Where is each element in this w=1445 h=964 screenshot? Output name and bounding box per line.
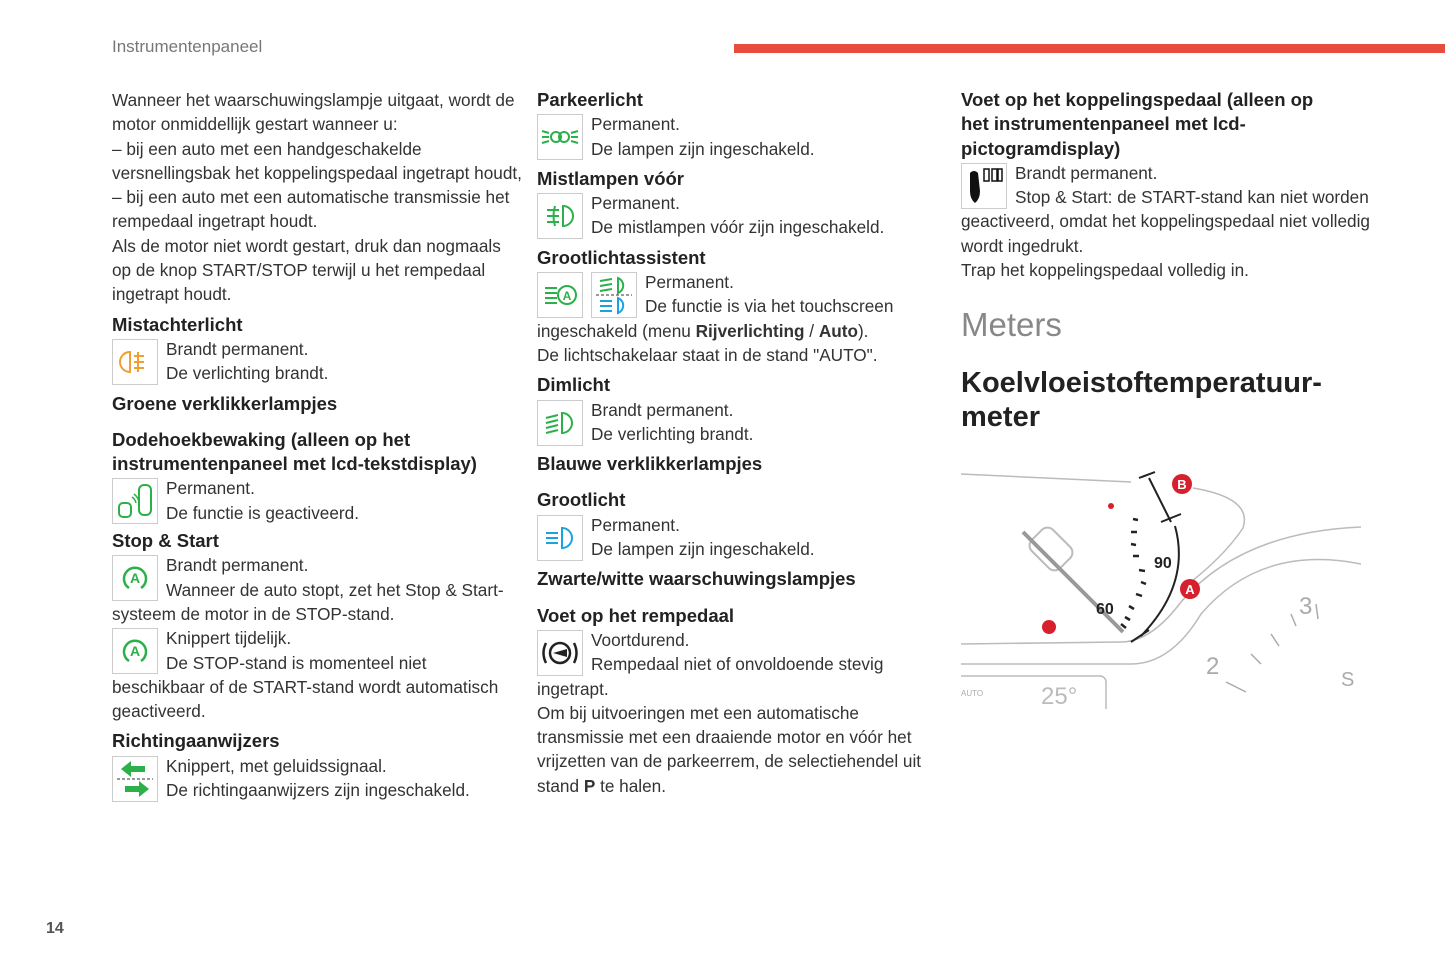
gauge-label-90: 90 bbox=[1154, 555, 1172, 573]
text: ). bbox=[857, 320, 869, 341]
high-beam-assist-icon bbox=[537, 272, 583, 318]
text: Permanent. bbox=[591, 193, 680, 214]
text bbox=[537, 701, 947, 798]
rev-label-2: 2 bbox=[1206, 653, 1220, 681]
text: Brandt permanent. bbox=[1015, 162, 1158, 183]
rear-fog-light-icon bbox=[112, 339, 158, 385]
heading-blauwe: Blauwe verklikkerlampjes bbox=[537, 453, 763, 475]
menu-name: Auto bbox=[818, 320, 858, 341]
heading-mistlampen: Mistlampen vóór bbox=[537, 167, 684, 189]
text: De verlichting brandt. bbox=[166, 363, 329, 384]
text: De lampen zijn ingeschakeld. bbox=[591, 138, 815, 159]
text: De lampen zijn ingeschakeld. bbox=[591, 539, 815, 560]
section-title-meters: Meters bbox=[961, 306, 1062, 344]
heading-parkeerlicht: Parkeerlicht bbox=[537, 89, 643, 110]
svg-text:A: A bbox=[562, 289, 572, 304]
red-dot bbox=[1042, 620, 1056, 634]
text: Permanent. bbox=[645, 272, 734, 293]
dipped-beam-icon bbox=[537, 400, 583, 446]
text: Om bij uitvoeringen met een automatische transmissie met een draaiende motor en vóór het vrijzetten van de parkeerrem, de selectiehendel uit stand bbox=[537, 702, 922, 796]
text: Stop & Start: de START-stand kan niet worden geactiveerd, omdat het koppelingspedaal niet volledig wordt ingedrukt. bbox=[961, 187, 1370, 256]
text: te halen. bbox=[595, 775, 667, 796]
coolant-temperature-gauge-illustration bbox=[961, 464, 1381, 715]
stop-start-icon bbox=[112, 628, 158, 674]
section-header: Instrumentenpaneel bbox=[112, 37, 263, 56]
blind-spot-icon bbox=[112, 478, 158, 524]
front-fog-light-icon bbox=[537, 193, 583, 239]
text: De STOP-stand is momenteel niet beschikbaar of de START-stand wordt automatisch geactiveerd. bbox=[112, 652, 499, 722]
intro-text: Als de motor niet wordt gestart, druk dan nogmaals op de knop START/STOP terwijl u het rempedaal ingetrapt houdt. bbox=[112, 235, 501, 305]
text: Brandt permanent. bbox=[166, 338, 309, 359]
text: De lichtschakelaar staat in de stand "AUTO". bbox=[537, 344, 878, 365]
heading-mistachterlicht: Mistachterlicht bbox=[112, 313, 243, 335]
page-title-koelvloeistof: Koelvloeistoftemperatuur-meter bbox=[961, 367, 1322, 434]
turn-signal-icon bbox=[112, 756, 158, 802]
text: Permanent. bbox=[166, 478, 255, 499]
heading-dimlicht: Dimlicht bbox=[537, 374, 610, 396]
text: De functie is geactiveerd. bbox=[166, 502, 359, 523]
stop-start-icon bbox=[112, 555, 158, 601]
gauge-s-label: S bbox=[1341, 669, 1355, 692]
heading-rempedaal: Voet op het rempedaal bbox=[537, 604, 735, 626]
text: Brandt permanent. bbox=[591, 399, 734, 420]
intro-text: Wanneer het waarschuwingslampje uitgaat, wordt de motor onmiddellijk gestart wanneer u: bbox=[112, 90, 515, 135]
foot-on-brake-icon bbox=[537, 630, 583, 676]
text: Rempedaal niet of onvoldoende stevig ingetrapt. bbox=[537, 654, 884, 699]
page-number: 14 bbox=[46, 920, 64, 937]
text: Knippert tijdelijk. bbox=[166, 628, 292, 649]
header-accent-bar bbox=[734, 44, 1445, 53]
rev-label-3: 3 bbox=[1299, 593, 1313, 621]
heading-koppelingspedaal: Voet op het koppelingspedaal (alleen op het instrumentenpaneel met lcd-pictogramdisplay) bbox=[961, 89, 1314, 159]
text: Permanent. bbox=[591, 114, 680, 135]
heading-zwart-wit: Zwarte/witte waarschuwingslampjes bbox=[537, 568, 856, 590]
text: Brandt permanent. bbox=[166, 555, 309, 576]
text: / bbox=[804, 320, 819, 341]
heading-dodehoek: Dodehoekbewaking (alleen op het instrumentenpaneel met lcd-tekstdisplay) bbox=[112, 428, 477, 475]
gauge-ticks bbox=[1121, 519, 1146, 628]
column-2 bbox=[537, 88, 947, 798]
text: Voortdurend. bbox=[591, 629, 690, 650]
column-3 bbox=[961, 88, 1381, 716]
gear-position: P bbox=[583, 775, 596, 796]
text: De verlichting brandt. bbox=[591, 423, 754, 444]
text: De functie is via het touchscreen ingeschakeld (menu bbox=[537, 296, 894, 341]
svg-text:A: A bbox=[129, 570, 141, 587]
gauge-temp-readout: 25° bbox=[1041, 683, 1078, 710]
heading-grootlichtassistent: Grootlichtassistent bbox=[537, 246, 706, 268]
gauge-auto-label: AUTO bbox=[961, 689, 984, 699]
low-high-beam-icon bbox=[591, 272, 637, 318]
marker-a: A bbox=[1185, 582, 1195, 598]
heading-groene: Groene verklikkerlampjes bbox=[112, 392, 338, 414]
marker-b: B bbox=[1177, 477, 1187, 493]
column-1 bbox=[112, 88, 522, 802]
foot-on-clutch-icon bbox=[961, 163, 1007, 209]
heading-grootlicht: Grootlicht bbox=[537, 489, 626, 511]
menu-name: Rijverlichting bbox=[695, 320, 805, 341]
text: De richtingaanwijzers zijn ingeschakeld. bbox=[166, 780, 470, 801]
parking-light-icon bbox=[537, 114, 583, 160]
heading-stopstart: Stop & Start bbox=[112, 530, 219, 552]
heading-richting: Richtingaanwijzers bbox=[112, 730, 280, 752]
intro-text: – bij een auto met een automatische transmissie het rempedaal ingetrapt houdt. bbox=[112, 187, 510, 232]
text: Trap het koppelingspedaal volledig in. bbox=[961, 260, 1249, 281]
main-beam-icon bbox=[537, 515, 583, 561]
text: Permanent. bbox=[591, 514, 680, 535]
text: De mistlampen vóór zijn ingeschakeld. bbox=[591, 217, 885, 238]
gauge-label-60: 60 bbox=[1096, 601, 1114, 619]
intro-text: – bij een auto met een handgeschakelde versnellingsbak het koppelingspedaal ingetrapt houdt, bbox=[112, 138, 522, 183]
text: Knippert, met geluidssignaal. bbox=[166, 755, 387, 776]
text: Wanneer de auto stopt, zet het Stop & Start-systeem de motor in de STOP-stand. bbox=[112, 579, 504, 624]
svg-text:A: A bbox=[129, 643, 141, 660]
